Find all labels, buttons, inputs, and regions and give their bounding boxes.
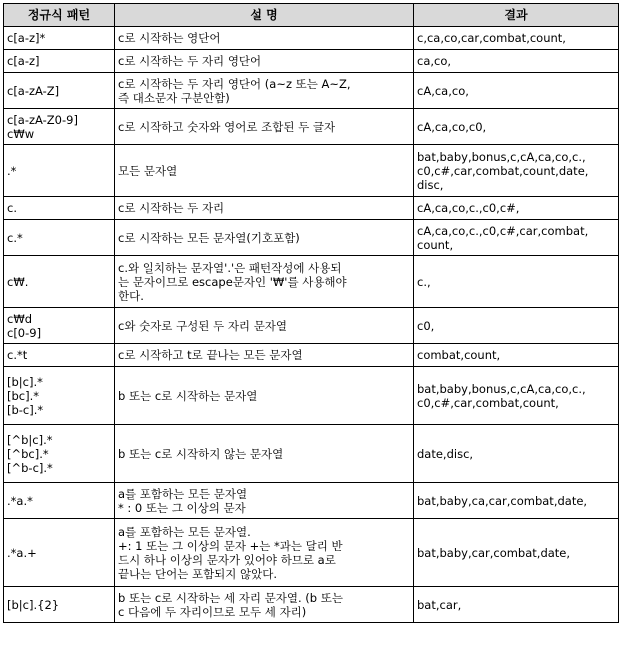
result-cell: bat,baby,bonus,c,cA,ca,co,c., c0,c#,car,combat,count, — [414, 367, 619, 425]
result-cell: c., — [414, 256, 619, 308]
table-header-row — [4, 4, 619, 27]
header-result: 결과 — [414, 4, 619, 27]
description-cell: c로 시작하고 숫자와 영어로 조합된 두 글자 — [115, 109, 414, 145]
result-cell: bat,baby,bonus,c,cA,ca,co,c., c0,c#,car,combat,count,date, disc, — [414, 145, 619, 197]
pattern-cell: c[a-z]* — [4, 27, 115, 50]
pattern-cell: .*a.+ — [4, 519, 115, 587]
pattern-cell: c.*t — [4, 344, 115, 367]
description-cell: c로 시작하는 모든 문자열(기호포함) — [115, 220, 414, 256]
table-row — [4, 587, 619, 623]
regex-pattern-table — [3, 3, 619, 623]
result-cell: combat,count, — [414, 344, 619, 367]
description-cell: c로 시작하는 영단어 — [115, 27, 414, 50]
table-row — [4, 519, 619, 587]
pattern-cell: c.* — [4, 220, 115, 256]
pattern-cell: c[a-zA-Z] — [4, 73, 115, 109]
table-row — [4, 344, 619, 367]
description-cell: b 또는 c로 시작하는 세 자리 문자열. (b 또는 c 다음에 두 자리이므로 모두 세 자리) — [115, 587, 414, 623]
table-row — [4, 50, 619, 73]
table-row — [4, 308, 619, 344]
pattern-cell: c₩. — [4, 256, 115, 308]
description-cell: c로 시작하고 t로 끝나는 모든 문자열 — [115, 344, 414, 367]
result-cell: bat,baby,ca,car,combat,date, — [414, 483, 619, 519]
table-row — [4, 220, 619, 256]
description-cell: c로 시작하는 두 자리 영단어 (a~z 또는 A~Z, 즉 대소문자 구분안함) — [115, 73, 414, 109]
result-cell: c,ca,co,car,combat,count, — [414, 27, 619, 50]
result-cell: ca,co, — [414, 50, 619, 73]
table-row — [4, 425, 619, 483]
table-row — [4, 367, 619, 425]
result-cell: c0, — [414, 308, 619, 344]
table-row — [4, 483, 619, 519]
result-cell: cA,ca,co,c.,c0,c#, — [414, 197, 619, 220]
pattern-cell: .*a.* — [4, 483, 115, 519]
pattern-cell: [b|c].* [bc].* [b-c].* — [4, 367, 115, 425]
description-cell: c로 시작하는 두 자리 — [115, 197, 414, 220]
description-cell: b 또는 c로 시작하지 않는 문자열 — [115, 425, 414, 483]
table-row — [4, 145, 619, 197]
table-row — [4, 27, 619, 50]
result-cell: cA,ca,co,c0, — [414, 109, 619, 145]
description-cell: a를 포함하는 모든 문자열. +: 1 또는 그 이상의 문자 +는 *과는 달리 반 드시 하나 이상의 문자가 있어야 하므로 a로 끝나는 단어는 포함되지 않았다. — [115, 519, 414, 587]
table-row — [4, 73, 619, 109]
pattern-cell: .* — [4, 145, 115, 197]
pattern-cell: [b|c].{2} — [4, 587, 115, 623]
pattern-cell: c[a-z] — [4, 50, 115, 73]
table-row — [4, 109, 619, 145]
result-cell: cA,ca,co, — [414, 73, 619, 109]
header-description: 설 명 — [115, 4, 414, 27]
description-cell: c와 숫자로 구성된 두 자리 문자열 — [115, 308, 414, 344]
pattern-cell: c. — [4, 197, 115, 220]
pattern-cell: c₩d c[0-9] — [4, 308, 115, 344]
result-cell: bat,car, — [414, 587, 619, 623]
result-cell: cA,ca,co,c.,c0,c#,car,combat, count, — [414, 220, 619, 256]
table-row — [4, 256, 619, 308]
description-cell: c로 시작하는 두 자리 영단어 — [115, 50, 414, 73]
regex-table-wrapper — [3, 3, 619, 623]
pattern-cell: [^b|c].* [^bc].* [^b-c].* — [4, 425, 115, 483]
result-cell: bat,baby,car,combat,date, — [414, 519, 619, 587]
result-cell: date,disc, — [414, 425, 619, 483]
header-pattern: 정규식 패턴 — [4, 4, 115, 27]
description-cell: a를 포함하는 모든 문자열 * : 0 또는 그 이상의 문자 — [115, 483, 414, 519]
description-cell: 모든 문자열 — [115, 145, 414, 197]
pattern-cell: c[a-zA-Z0-9] c₩w — [4, 109, 115, 145]
description-cell: c.와 일치하는 문자열'.'은 패턴작성에 사용되 는 문자이므로 escape문자인 '₩'를 사용해야 한다. — [115, 256, 414, 308]
table-row — [4, 197, 619, 220]
description-cell: b 또는 c로 시작하는 문자열 — [115, 367, 414, 425]
